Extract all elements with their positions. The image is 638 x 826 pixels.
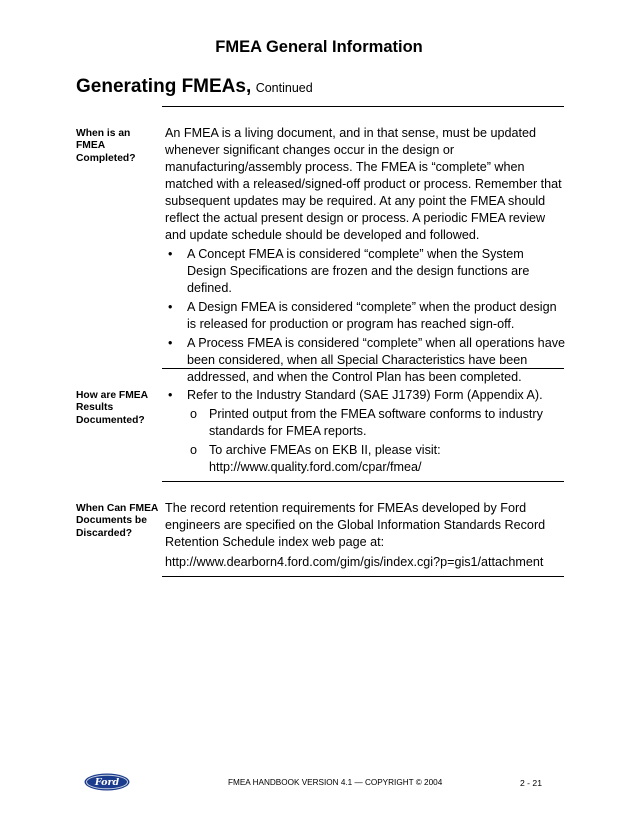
documented-sub-list: [187, 406, 565, 476]
divider-2: [162, 481, 564, 482]
top-divider: [162, 106, 564, 107]
completed-paragraph: An FMEA is a living document, and in that sense, must be updated whenever significant changes occur in the design or manufacturing/assembly process. The FMEA is “complete” when matched with a released/signed-off product or process. Remember that subsequent updates may be required. At any point the FMEA should reflect the actual present design or process. A periodic FMEA review and update schedule should be developed and followed.: [165, 126, 562, 242]
sub-list-item-text: To archive FMEAs on EKB II, please visit: http://www.quality.ford.com/cpar/fmea/: [209, 443, 441, 474]
bullet-marker: •: [168, 247, 173, 261]
section-heading: [76, 76, 313, 98]
list-item: [165, 335, 565, 386]
list-item-text: Refer to the Industry Standard (SAE J1739) Form (Appendix A).: [187, 388, 543, 402]
section-completed-body: [165, 125, 565, 388]
section-heading-continued: Continued: [255, 81, 313, 95]
section-documented-body: [165, 387, 565, 478]
sub-list-item: [187, 442, 565, 476]
section-discarded-body: [165, 500, 565, 571]
bullet-marker: •: [168, 336, 173, 350]
page-title: FMEA General Information: [215, 38, 423, 56]
ford-logo-icon: [84, 773, 130, 791]
side-label-discarded: When Can FMEA Documents be Discarded?: [76, 503, 158, 539]
ford-logo-text: Ford: [94, 777, 120, 789]
list-item-text: A Design FMEA is considered “complete” when the product design is released for production or program has reached sign-off.: [187, 300, 557, 331]
sub-list-item-text: Printed output from the FMEA software conforms to industry standards for FMEA reports.: [209, 407, 543, 438]
list-item-text: A Process FMEA is considered “complete” when all operations have been considered, when all Special Characteristics have been addressed, and when the Control Plan has been completed.: [187, 336, 565, 384]
divider-1: [162, 368, 564, 369]
list-item-text: A Concept FMEA is considered “complete” when the System Design Specifications are frozen and the design functions are defined.: [187, 247, 530, 295]
discarded-paragraph: The record retention requirements for FMEAs developed by Ford engineers are specified on the Global Information Standards Record Retention Schedule index web page at:: [165, 501, 546, 549]
side-label-documented: How are FMEA Results Documented?: [76, 390, 148, 426]
side-label-completed: When is an FMEA Completed?: [76, 128, 136, 164]
footer-copyright: FMEA HANDBOOK VERSION 4.1 — COPYRIGHT © 2004: [228, 778, 443, 787]
sub-bullet-marker: o: [190, 407, 198, 421]
completed-bullet-list: [165, 246, 565, 386]
list-item: [165, 387, 565, 476]
section-heading-main: Generating FMEAs,: [76, 76, 252, 97]
bullet-marker: •: [168, 300, 173, 314]
retention-url: http://www.dearborn4.ford.com/gim/gis/index.cgi?p=gis1/attachment: [165, 555, 544, 569]
divider-3: [162, 576, 564, 577]
documented-bullet-list: [165, 387, 565, 476]
list-item: [165, 299, 565, 333]
page-footer: [0, 773, 638, 793]
sub-list-item: [187, 406, 565, 440]
list-item: [165, 246, 565, 297]
page-number: 2 - 21: [520, 778, 542, 788]
bullet-marker: •: [168, 388, 173, 402]
sub-bullet-marker: o: [190, 443, 198, 457]
